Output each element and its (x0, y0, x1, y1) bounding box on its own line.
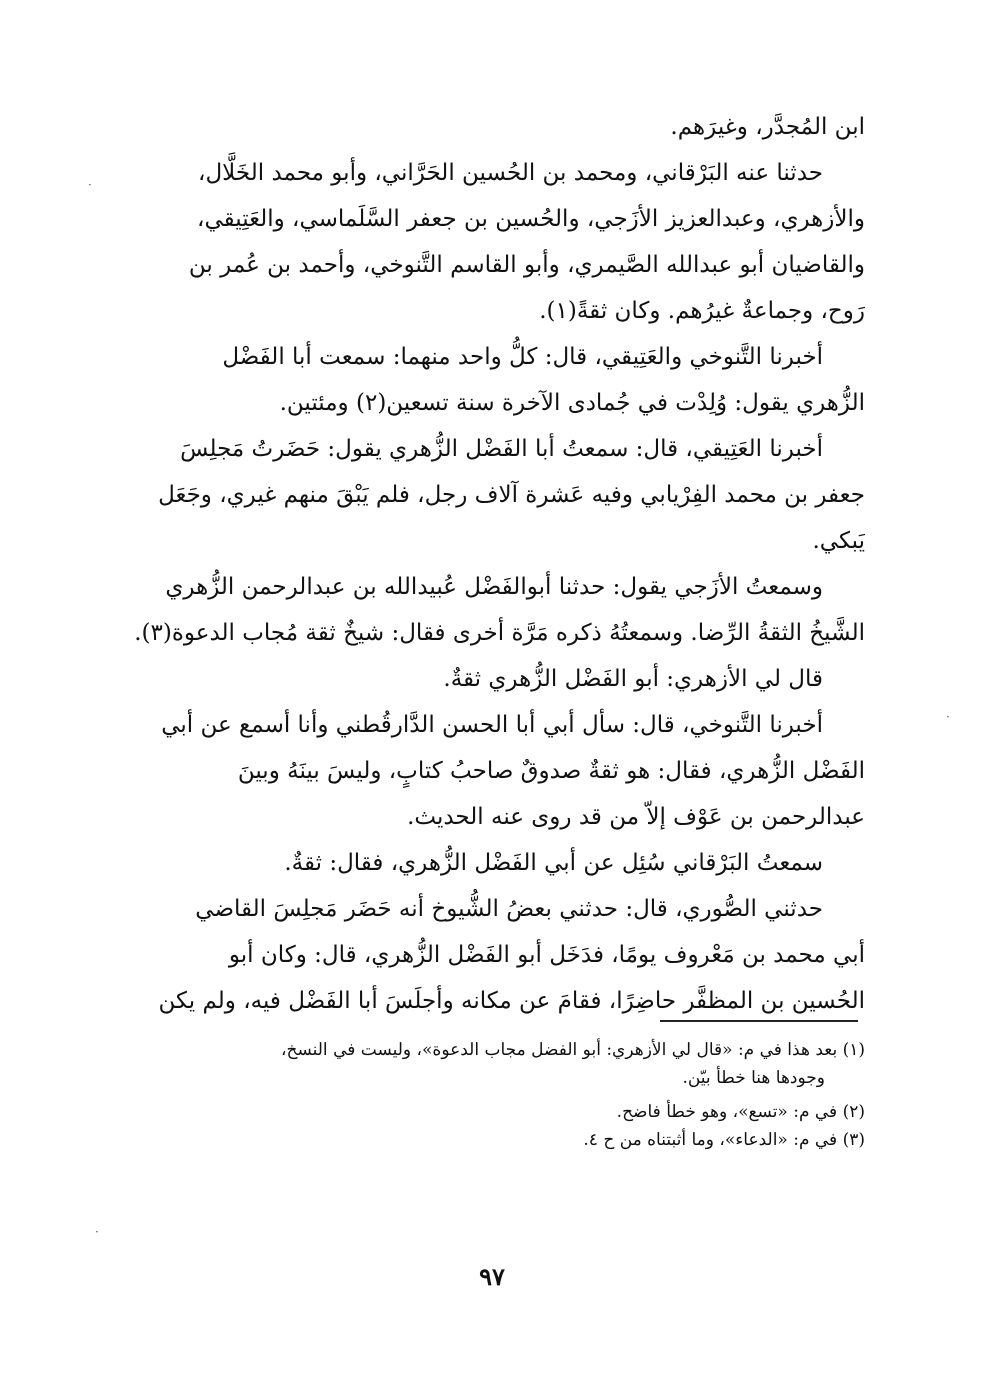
text-line: أخبرنا العَتِيقي، قال: سمعتُ أبا الفَضْل الزُّهري يقول: حَضَرتُ مَجلِسَ (180, 436, 823, 462)
footnote-1-continuation: وجودها هنا خطأ بيّن. (682, 1068, 825, 1088)
footnote-3: (٣) في م: «الدعاء»، وما أثبتناه من ح ٤. (583, 1130, 865, 1150)
footnotes (130, 1036, 865, 1154)
page-number: ٩٧ (479, 1262, 505, 1291)
text-line: وسمعتُ الأزَجي يقول: حدثنا أبوالفَضْل عُبيدالله بن عبدالرحمن الزُّهري (165, 574, 823, 600)
footnote-1: (١) بعد هذا في م: «قال لي الأزهري: أبو الفضل مجاب الدعوة»، وليست في النسخ، (281, 1040, 865, 1060)
text-line: الزُّهري يقول: وُلِدْت في جُمادى الآخرة سنة تسعين(٢) ومئتين. (279, 390, 865, 416)
text-line: والقاضيان أبو عبدالله الصَّيمري، وأبو القاسم التَّنوخي، وأحمد بن عُمر بن (188, 252, 865, 278)
text-line: أخبرنا التَّنوخي، قال: سأل أبي أبا الحسن الدَّارقُطني وأنا أسمع عن أبي (161, 712, 823, 738)
text-line: أبي محمد بن مَعْروف يومًا، فدَخَل أبو الفَضْل الزُّهري، قال: وكان أبو (228, 942, 865, 968)
text-line: جعفر بن محمد الفِرْيابي وفيه عَشرة آلاف رجل، فلم يَبْقَ منهم غيري، وجَعَل (158, 482, 865, 508)
footnote-2: (٢) في م: «تسع»، وهو خطأ فاضح. (616, 1102, 865, 1122)
text-line: الشَّيخُ الثقةُ الرِّضا. وسمعتُهُ ذكره مَرَّة أخرى فقال: شيخٌ ثقة مُجاب الدعوة(٣). (134, 620, 865, 646)
text-line: حدثنا عنه البَرْقاني، ومحمد بن الحُسين الحَرَّاني، وأبو محمد الخَلَّال، (198, 160, 823, 186)
scan-speck: · (88, 178, 92, 192)
text-line: حدثني الصُّوري، قال: حدثني بعضُ الشُّيوخ أنه حَضَر مَجلِسَ القاضي (195, 896, 823, 922)
text-line: أخبرنا التَّنوخي والعَتِيقي، قال: كلُّ واحد منهما: سمعت أبا الفَضْل (222, 344, 823, 370)
main-text (130, 104, 865, 1024)
scan-speck: · (946, 710, 950, 724)
scan-speck: · (95, 1225, 99, 1239)
text-line: قال لي الأزهري: أبو الفَضْل الزُّهري ثقةٌ. (443, 666, 823, 692)
text-line: والأزهري، وعبدالعزيز الأزَجي، والحُسين بن جعفر السَّلَماسي، والعَتِيقي، (197, 206, 865, 232)
text-line: الحُسين بن المظفَّر حاضِرًا، فقامَ عن مكانه وأجلَسَ أبا الفَضْل فيه، ولم يكن (158, 988, 865, 1014)
text-line: رَوح، وجماعةٌ غيرُهم. وكان ثقةً(١). (539, 298, 865, 324)
text-line: سمعتُ البَرْقاني سُئِل عن أبي الفَضْل الزُّهري، فقال: ثقةٌ. (284, 850, 823, 876)
text-line: الفَضْل الزُّهري، فقال: هو ثقةٌ صدوقٌ صاحبُ كتابٍ، وليسَ بينَهُ وبينَ (237, 758, 865, 784)
footnote-separator (660, 1020, 858, 1022)
text-line: يَبكي. (812, 528, 865, 554)
text-line: ابن المُجدَّر، وغيرَهم. (670, 114, 865, 140)
text-line: عبدالرحمن بن عَوْف إلاّ من قد روى عنه الحديث. (407, 804, 865, 830)
